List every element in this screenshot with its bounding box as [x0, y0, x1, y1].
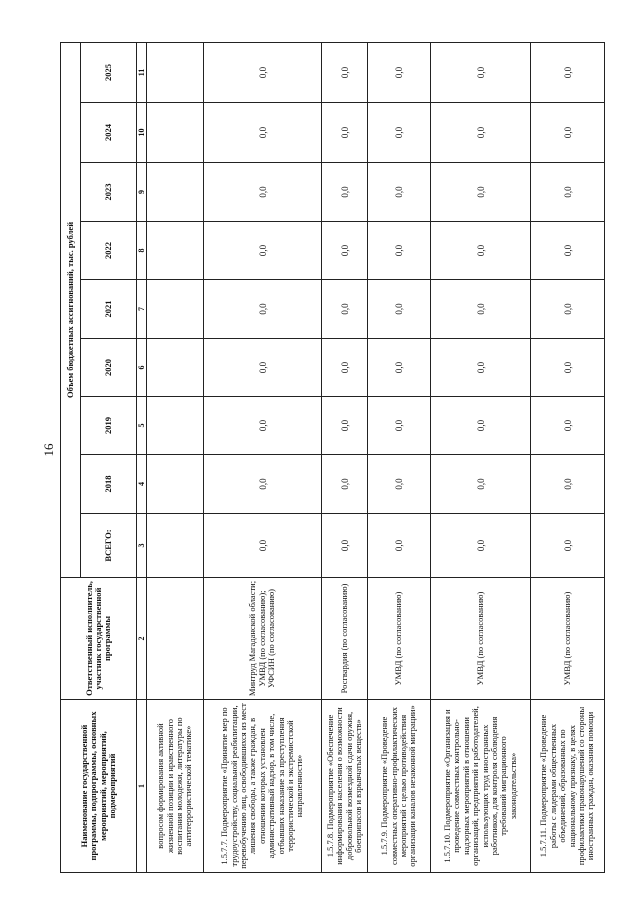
- row-value: 0,0: [204, 455, 322, 514]
- row-value: 0,0: [322, 222, 368, 280]
- row-value: 0,0: [368, 514, 431, 578]
- table-row: [431, 42, 531, 872]
- row-value: [147, 103, 204, 163]
- row-value: 0,0: [322, 397, 368, 455]
- row-value: [147, 42, 204, 102]
- row-value: 0,0: [204, 514, 322, 578]
- row-value: 0,0: [431, 42, 531, 102]
- row-value: 0,0: [531, 455, 605, 514]
- budget-table: [60, 42, 605, 873]
- row-value: 0,0: [368, 42, 431, 102]
- row-responsible: [147, 578, 204, 700]
- header-year: 2019: [81, 397, 137, 455]
- row-name: 1.5.7.10. Подмероприятие «Организация и проведение совместных контрольно-надзорных мероприятий в отношении организаций, предприятий и работодателей, использующих труд иностранных работников, для контроля соблюдения требований миграционного законодательства»: [431, 700, 531, 873]
- row-value: 0,0: [531, 222, 605, 280]
- column-number: 4: [137, 455, 147, 514]
- row-name: 1.5.7.9. Подмероприятие «Проведение совместных оперативно-профилактических мероприятий с целью противодействия организации каналов незаконной миграции»: [368, 700, 431, 873]
- row-value: [147, 222, 204, 280]
- row-value: 0,0: [322, 103, 368, 163]
- row-value: 0,0: [368, 455, 431, 514]
- row-value: 0,0: [531, 103, 605, 163]
- row-value: 0,0: [368, 397, 431, 455]
- column-number: 1: [137, 700, 147, 873]
- header-year: 2024: [81, 103, 137, 163]
- header-total: ВСЕГО:: [81, 514, 137, 578]
- row-value: [147, 339, 204, 397]
- page-number: 16: [41, 443, 56, 457]
- row-value: 0,0: [368, 222, 431, 280]
- row-value: [147, 280, 204, 339]
- row-name: 1.5.7.8. Подмероприятие «Обеспечение информирования населения о возможности добровольной возмездной сдачи оружия, боеприпасов и взрывчатых веществ»: [322, 700, 368, 873]
- row-responsible: УМВД (по согласованию): [368, 578, 431, 700]
- table-row: [531, 42, 605, 872]
- row-value: 0,0: [431, 103, 531, 163]
- row-value: 0,0: [368, 280, 431, 339]
- row-value: 0,0: [322, 455, 368, 514]
- row-value: 0,0: [204, 42, 322, 102]
- row-value: 0,0: [431, 514, 531, 578]
- row-responsible: УМВД (по согласованию): [431, 578, 531, 700]
- row-value: 0,0: [204, 280, 322, 339]
- table-row: [322, 42, 368, 872]
- column-number: 8: [137, 222, 147, 280]
- column-number: 11: [137, 42, 147, 102]
- row-value: [147, 514, 204, 578]
- row-value: [147, 397, 204, 455]
- row-value: 0,0: [322, 42, 368, 102]
- header-year: 2022: [81, 222, 137, 280]
- row-value: 0,0: [368, 163, 431, 222]
- header-budget: Объем бюджетных ассигнований, тыс. рублей: [61, 42, 81, 577]
- row-value: 0,0: [204, 339, 322, 397]
- row-value: 0,0: [431, 280, 531, 339]
- row-value: 0,0: [531, 280, 605, 339]
- column-number: 7: [137, 280, 147, 339]
- row-value: 0,0: [431, 455, 531, 514]
- row-value: [147, 455, 204, 514]
- row-value: 0,0: [204, 397, 322, 455]
- row-value: 0,0: [431, 222, 531, 280]
- header-year: 2023: [81, 163, 137, 222]
- row-value: 0,0: [204, 163, 322, 222]
- column-number: 2: [137, 578, 147, 700]
- header-responsible: Ответственный исполнитель, участник государственной программы: [61, 578, 137, 700]
- row-value: 0,0: [322, 280, 368, 339]
- row-name: вопросом формирования активной жизненной позиции и нравственного воспитания молодежи, литературы по антитеррористической тематике»: [147, 700, 204, 873]
- table-row: [204, 42, 322, 872]
- row-value: 0,0: [531, 339, 605, 397]
- column-number: 5: [137, 397, 147, 455]
- row-responsible: УМВД (по согласованию): [531, 578, 605, 700]
- row-name: 1.5.7.11. Подмероприятие «Проведение работы с лидерами общественных объединений, образованных по национальному признаку, в целях профилактики правонарушений со стороны иностранных граждан, оказания помощи: [531, 700, 605, 873]
- row-responsible: Росгвардия (по согласованию): [322, 578, 368, 700]
- row-value: 0,0: [322, 339, 368, 397]
- column-number: 3: [137, 514, 147, 578]
- column-number: 10: [137, 103, 147, 163]
- row-value: 0,0: [431, 339, 531, 397]
- header-year: 2018: [81, 455, 137, 514]
- table-row: [368, 42, 431, 872]
- row-value: 0,0: [431, 163, 531, 222]
- row-value: [147, 163, 204, 222]
- row-value: 0,0: [431, 397, 531, 455]
- table-row: [147, 42, 204, 872]
- row-value: 0,0: [531, 514, 605, 578]
- header-year: 2020: [81, 339, 137, 397]
- row-value: 0,0: [322, 163, 368, 222]
- row-value: 0,0: [204, 222, 322, 280]
- row-value: 0,0: [531, 42, 605, 102]
- rotated-table-area: [60, 43, 620, 873]
- row-value: 0,0: [204, 103, 322, 163]
- column-number: 6: [137, 339, 147, 397]
- header-year: 2025: [81, 42, 137, 102]
- row-value: 0,0: [322, 514, 368, 578]
- row-value: 0,0: [368, 103, 431, 163]
- header-name: Наименование государственной программы, подпрограммы, основных мероприятий, мероприятий, подмероприятий: [61, 700, 137, 873]
- row-responsible: Минтруд Магаданской области; УМВД (по согласованию); УФСИН (по согласованию): [204, 578, 322, 700]
- row-name: 1.5.7.7. Подмероприятие «Принятие мер по трудоустройству, социальной реабилитации, перевобучению лиц, освободившихся из мест лишения свободы, а также граждан, в отношении которых установлен административный надзор, в том числе, отбывших наказание за преступления террористической и экстремистской направленности»: [204, 700, 322, 873]
- row-value: 0,0: [368, 339, 431, 397]
- column-number: 9: [137, 163, 147, 222]
- row-value: 0,0: [531, 163, 605, 222]
- row-value: 0,0: [531, 397, 605, 455]
- header-year: 2021: [81, 280, 137, 339]
